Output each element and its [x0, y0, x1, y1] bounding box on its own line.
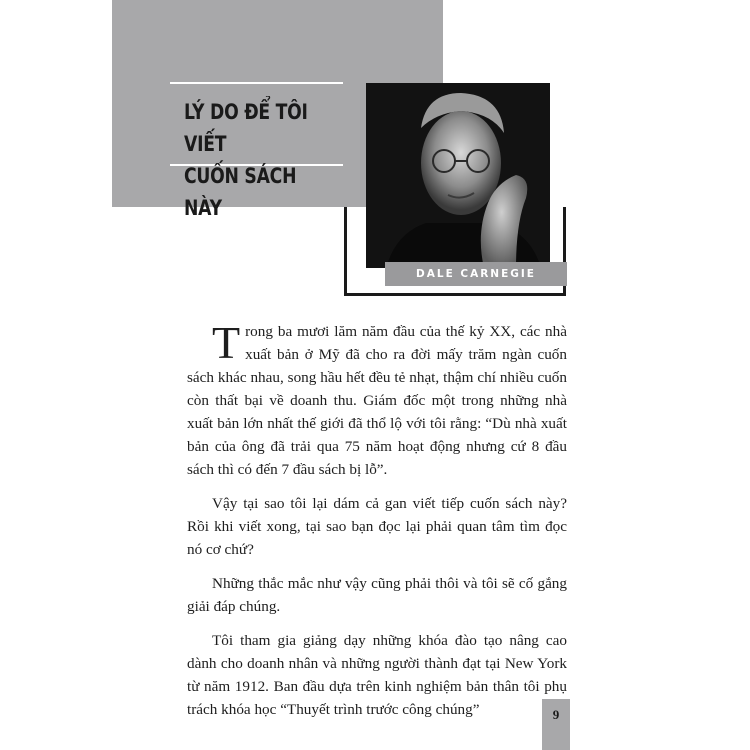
drop-cap: T: [212, 317, 241, 368]
paragraph-2: Vậy tại sao tôi lại dám cả gan viết tiếp cuốn sách này? Rồi khi viết xong, tại sao bạn đọc lại phải quan tâm tìm đọc nó cơ chứ?: [187, 495, 567, 558]
paragraph-1: [187, 317, 567, 481]
portrait-illustration: [366, 83, 550, 268]
author-portrait: [366, 83, 550, 268]
chapter-title-line-2: CUỐN SÁCH NÀY: [184, 164, 297, 220]
paragraph-1-text: rong ba mươi lăm năm đầu của thế kỷ XX, các nhà xuất bản ở Mỹ đã cho ra đời mấy trăm ngàn cuốn sách khác nhau, song hầu hết đều tẻ nhạt, thậm chí nhiều cuốn còn thất bại về doanh thu. Giám đốc một trong những nhà xuất bản lớn nhất thế giới đã thổ lộ với tôi rằng: “Dù nhà xuất bản của ông đã trải qua 75 năm hoạt động nhưng cứ 8 đầu sách thì có đến 7 đầu sách bị lỗ”.: [187, 323, 567, 478]
chapter-title-line-1: LÝ DO ĐỂ TÔI VIẾT: [184, 100, 308, 156]
paragraph-3: Những thắc mắc như vậy cũng phải thôi và tôi sẽ cố gắng giải đáp chúng.: [187, 575, 567, 615]
page-number-tab: [542, 699, 570, 750]
author-caption: DALE CARNEGIE: [385, 262, 567, 286]
title-rule-top: [170, 82, 343, 84]
body-text: [187, 317, 567, 732]
page-number: 9: [552, 707, 560, 722]
chapter-title: [184, 96, 323, 224]
paragraph-4: Tôi tham gia giảng dạy những khóa đào tạo nâng cao dành cho doanh nhân và những người thành đạt tại New York từ năm 1912. Ban đầu dựa trên kinh nghiệm bản thân tôi phụ trách khóa học “Thuyết trình trước công chúng”: [187, 632, 567, 718]
